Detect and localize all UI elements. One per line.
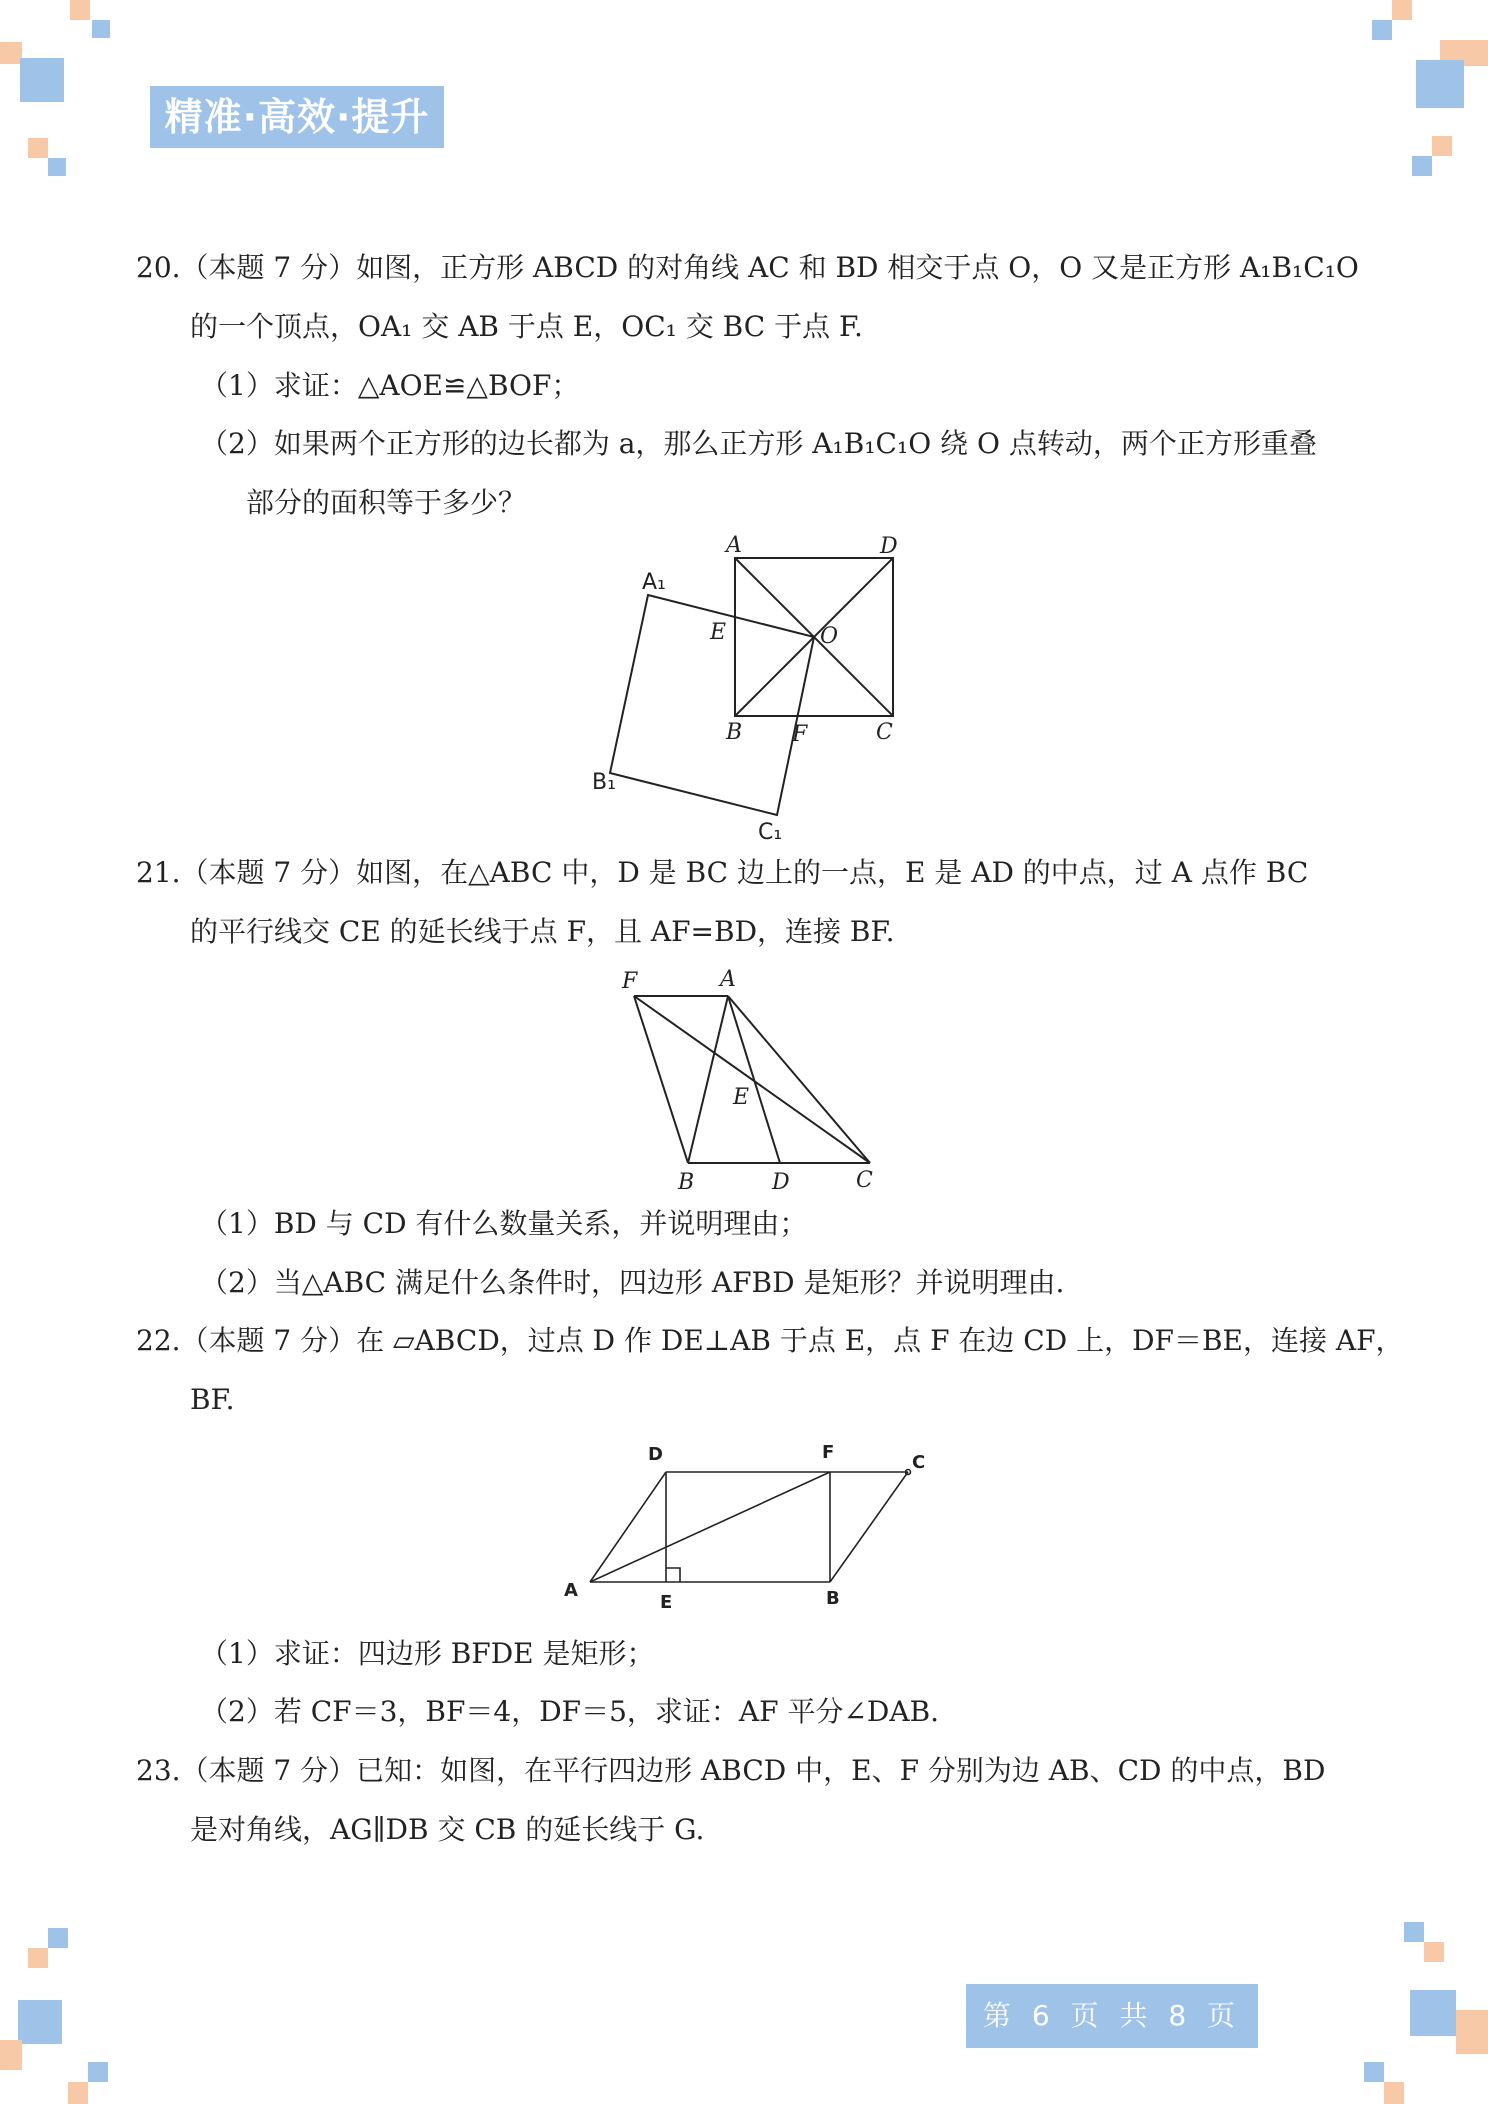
- label-b1: B₁: [592, 770, 616, 795]
- q22-line2: BF.: [190, 1383, 235, 1416]
- header-badge: 精准·高效·提升: [150, 86, 444, 148]
- label-c1: C₁: [758, 820, 783, 845]
- label-a: A: [564, 1580, 578, 1601]
- label-o: O: [820, 624, 839, 649]
- label-f: F: [792, 722, 808, 747]
- q21-line1: 21.（本题 7 分）如图，在△ABC 中，D 是 BC 边上的一点，E 是 AD 的中点，过 A 点作 BC: [136, 856, 1309, 889]
- q21-line2: 的平行线交 CE 的延长线于点 F，且 AF=BD，连接 BF.: [190, 915, 895, 948]
- label-b: B: [726, 720, 743, 745]
- q23-line2: 是对角线，AG∥DB 交 CB 的延长线于 G.: [190, 1813, 705, 1846]
- label-c: C: [912, 1452, 926, 1473]
- q20-part2a: （2）如果两个正方形的边长都为 a，那么正方形 A₁B₁C₁O 绕 O 点转动，两个正方形重叠: [200, 427, 1317, 460]
- label-f: F: [822, 1442, 835, 1463]
- q20-line1: 20.（本题 7 分）如图，正方形 ABCD 的对角线 AC 和 BD 相交于点 O，O 又是正方形 A₁B₁C₁O: [136, 251, 1359, 284]
- q21-part1: （1）BD 与 CD 有什么数量关系，并说明理由；: [200, 1207, 808, 1240]
- segment-bc: [830, 1472, 908, 1582]
- label-b: B: [678, 1170, 695, 1195]
- q22-figure: [550, 1436, 950, 1616]
- q21-figure: [600, 958, 900, 1198]
- label-b: B: [826, 1588, 840, 1609]
- label-f: F: [622, 969, 638, 994]
- q22-part2: （2）若 CF＝3，BF＝4，DF＝5，求证：AF 平分∠DAB.: [200, 1695, 940, 1728]
- label-d: D: [880, 534, 898, 559]
- right-angle-mark: [666, 1568, 680, 1582]
- segment-ad: [590, 1472, 666, 1582]
- q22-part1: （1）求证：四边形 BFDE 是矩形；: [200, 1637, 655, 1670]
- label-c: C: [876, 720, 893, 745]
- segment-ab: [688, 996, 728, 1163]
- q20-line2: 的一个顶点，OA₁ 交 AB 于点 E，OC₁ 交 BC 于点 F.: [190, 310, 863, 343]
- q21-part2: （2）当△ABC 满足什么条件时，四边形 AFBD 是矩形？并说明理由.: [200, 1266, 1065, 1299]
- label-a: A: [720, 967, 736, 992]
- label-c: C: [856, 1168, 873, 1193]
- q23-line1: 23.（本题 7 分）已知：如图，在平行四边形 ABCD 中，E、F 分别为边 AB、CD 的中点，BD: [136, 1754, 1326, 1787]
- label-e: E: [660, 1592, 673, 1613]
- segment-af: [590, 1472, 830, 1582]
- q20-part2b: 部分的面积等于多少？: [246, 486, 527, 519]
- segment-ad: [728, 996, 780, 1163]
- label-d: D: [648, 1444, 663, 1465]
- label-a: A: [726, 533, 742, 558]
- segment-fb: [634, 996, 688, 1163]
- q22-line1: 22.（本题 7 分）在 ▱ABCD，过点 D 作 DE⊥AB 于点 E，点 F 在边 CD 上，DF＝BE，连接 AF，: [136, 1324, 1404, 1357]
- page-number: 第 6 页 共 8 页: [966, 1984, 1258, 2048]
- q20-part1: （1）求证：△AOE≌△BOF；: [200, 369, 580, 402]
- segment-ac: [728, 996, 870, 1163]
- label-e: E: [733, 1085, 750, 1110]
- segment-fc: [634, 996, 870, 1163]
- label-e: E: [710, 620, 727, 645]
- label-a1: A₁: [642, 570, 666, 595]
- label-d: D: [772, 1170, 790, 1195]
- q20-figure: [580, 525, 920, 845]
